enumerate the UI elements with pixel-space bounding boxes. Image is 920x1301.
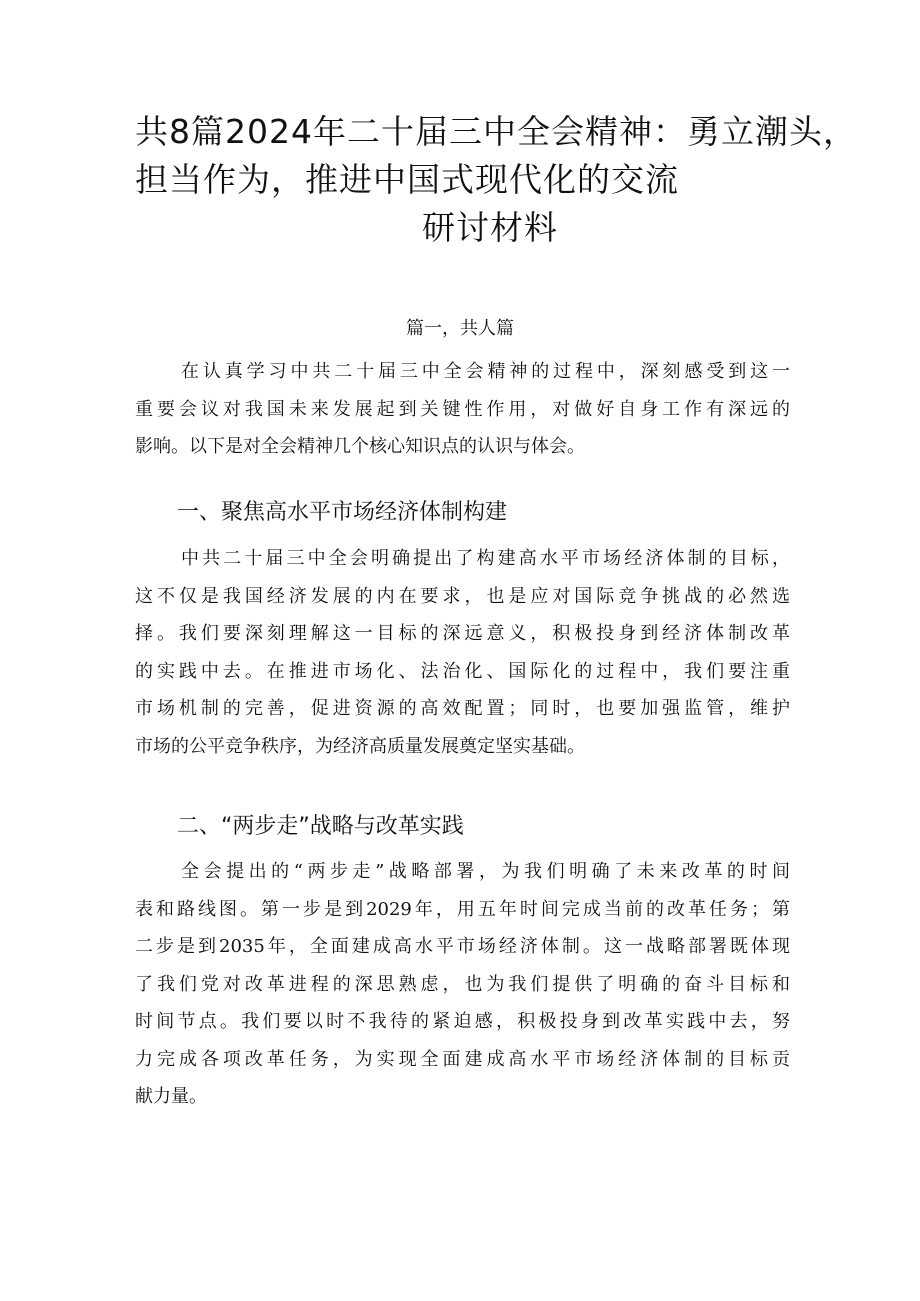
section2-paragraph <box>135 853 790 1116</box>
paragraph-line: 市场的公平竞争秩序，为经济高质量发展奠定坚实基础。 <box>135 735 585 757</box>
paragraph-line: 全会提出的“两步走”战略部署，为我们明确了未来改革的时间 <box>181 861 790 882</box>
paragraph-line: 市场机制的完善，促进资源的高效配置；同时，也要加强监管，维护 <box>135 698 790 719</box>
paragraph-line: 择。我们要深刻理解这一目标的深远意义，积极投身到经济体制改革 <box>135 623 790 644</box>
section-heading-1: 一、聚焦高水平市场经济体制构建 <box>177 500 508 525</box>
section-subtitle: 篇一，共人篇 <box>406 318 514 339</box>
section1-paragraph <box>135 540 790 765</box>
title-line-2: 担当作为，推进中国式现代化的交流 <box>135 160 679 199</box>
paragraph-line: 在认真学习中共二十届三中全会精神的过程中，深刻感受到这一 <box>181 361 790 382</box>
paragraph-line: 中共二十届三中全会明确提出了构建高水平市场经济体制的目标， <box>181 548 790 569</box>
title-line-3: 研讨材料 <box>422 208 558 247</box>
section-heading-2: 二、“两步走”战略与改革实践 <box>177 814 464 839</box>
document-title <box>135 108 857 252</box>
paragraph-line: 重要会议对我国未来发展起到关键性作用，对做好自身工作有深远的 <box>135 398 790 420</box>
paragraph-line: 二步是到2035年，全面建成高水平市场经济体制。这一战略部署既体现 <box>135 936 790 957</box>
paragraph-line: 了我们党对改革进程的深思熟虑，也为我们提供了明确的奋斗目标和 <box>135 973 790 995</box>
paragraph-line: 时间节点。我们要以时不我待的紧迫感，积极投身到改革实践中去，努 <box>135 1011 790 1032</box>
paragraph-line: 的实践中去。在推进市场化、法治化、国际化的过程中，我们要注重 <box>135 660 790 682</box>
paragraph-line: 影响。以下是对全会精神几个核心知识点的认识与体会。 <box>135 436 585 457</box>
paragraph-line: 献力量。 <box>135 1086 207 1107</box>
title-line-1: 共8篇2024年二十届三中全会精神：勇立潮头， <box>135 112 857 151</box>
paragraph-line: 这不仅是我国经济发展的内在要求，也是应对国际竞争挑战的必然选 <box>135 585 790 607</box>
paragraph-line: 表和路线图。第一步是到2029年，用五年时间完成当前的改革任务；第 <box>135 898 790 920</box>
paragraph-line: 力完成各项改革任务，为实现全面建成高水平市场经济体制的目标贡 <box>135 1048 790 1070</box>
intro-paragraph <box>135 353 790 466</box>
